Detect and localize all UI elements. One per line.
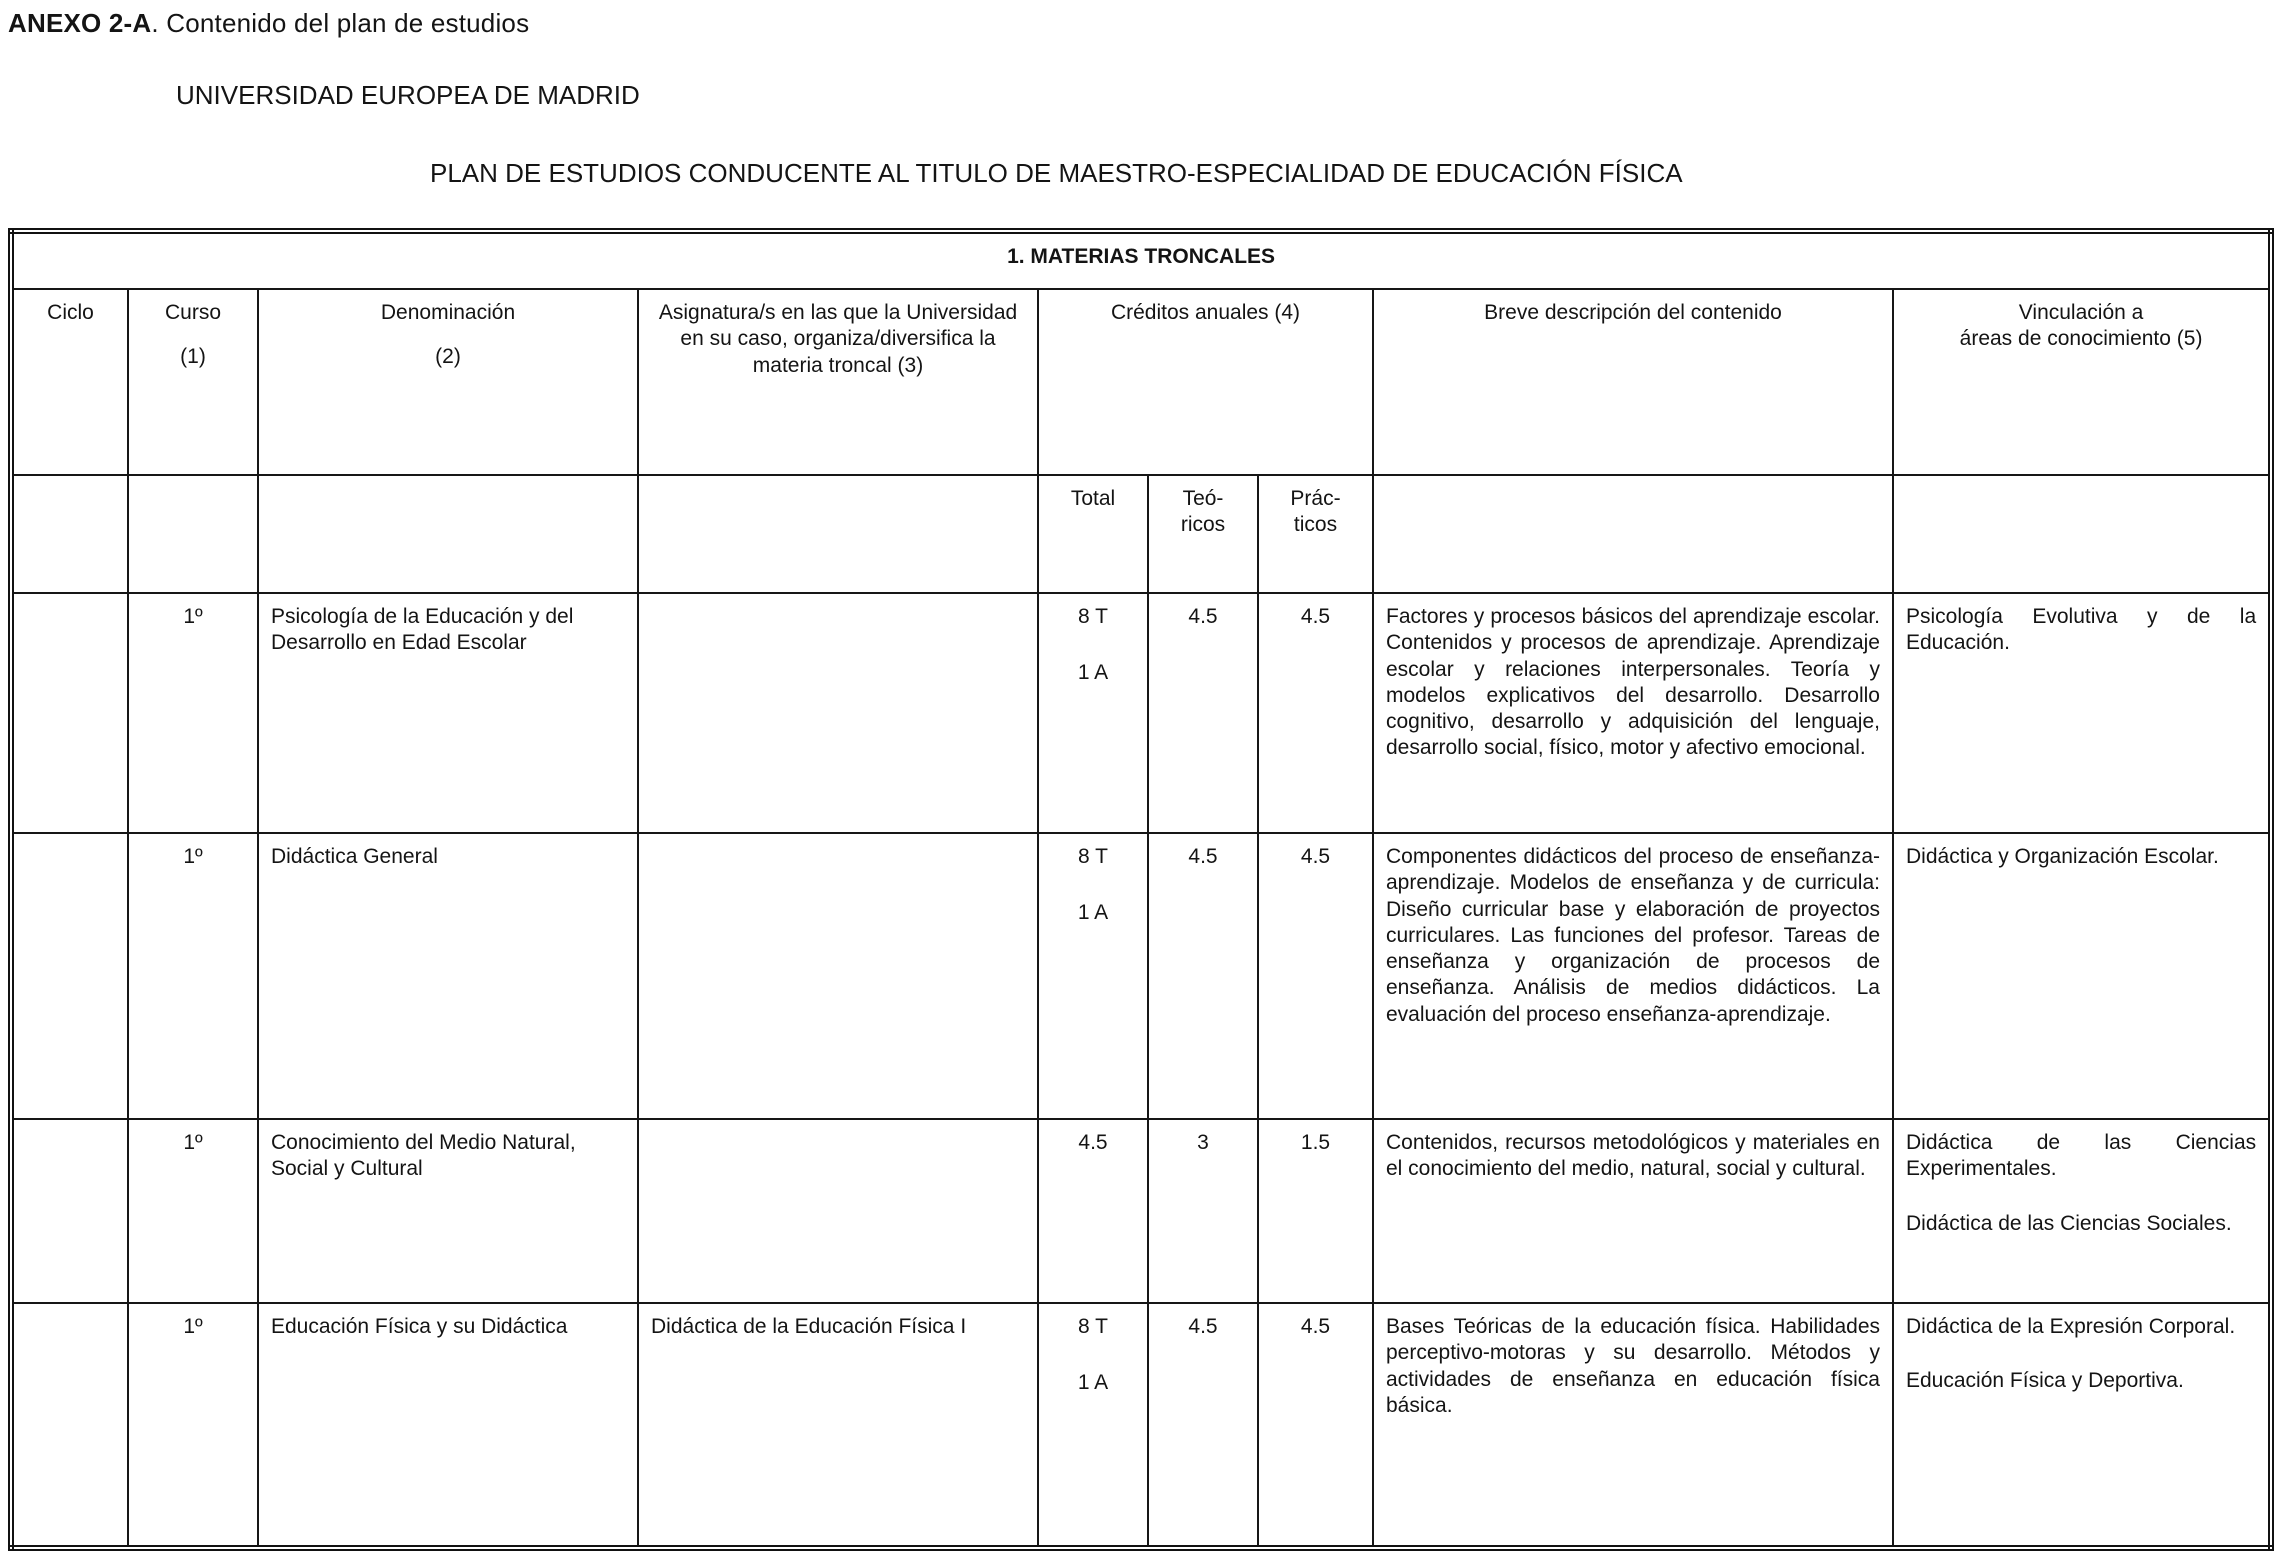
subheader-empty-denominacion <box>258 475 638 593</box>
cell-descripcion: Componentes didácticos del proceso de enseñanza-aprendizaje. Modelos de enseñanza y de curricula: Diseño curricular base y elaboración de proyectos curriculares. Las funciones del profesor. Tareas de enseñanza y organización de procesos de enseñanza. Análisis de medios didácticos. La evaluación del proceso enseñanza-aprendizaje. <box>1373 833 1893 1119</box>
cell-teoricos: 3 <box>1148 1119 1258 1303</box>
header-vinculacion <box>1893 289 2271 475</box>
header-curso-line1: Curso <box>164 301 222 324</box>
cell-vinculacion <box>1893 593 2271 833</box>
cell-asignatura <box>638 833 1038 1119</box>
subheader-empty-descripcion <box>1373 475 1893 593</box>
cell-ciclo <box>11 593 128 833</box>
vinculacion-item: Didáctica de las Ciencias Sociales. <box>1906 1211 2232 1235</box>
cell-ciclo <box>11 833 128 1119</box>
vinculacion-item: Educación Física y Deportiva. <box>1906 1369 2184 1393</box>
plan-title: PLAN DE ESTUDIOS CONDUCENTE AL TITULO DE MAESTRO-ESPECIALIDAD DE EDUCACIÓN FÍSICA <box>430 158 1683 188</box>
table-title-row <box>11 231 2271 289</box>
header-curso-line2: (1) <box>180 345 206 369</box>
header-ciclo: Ciclo <box>11 289 128 475</box>
cell-total <box>1038 833 1148 1119</box>
subheader-teoricos-line1: Teó- <box>1182 487 1224 510</box>
header-curso <box>128 289 258 475</box>
subheader-empty-vinculacion <box>1893 475 2271 593</box>
header-denominacion <box>258 289 638 475</box>
cell-ciclo <box>11 1119 128 1303</box>
cell-denominacion: Psicología de la Educación y del Desarrollo en Edad Escolar <box>258 593 638 833</box>
header-asignatura: Asignatura/s en las que la Universidad en su caso, organiza/diversifica la materia troncal (3) <box>638 289 1038 475</box>
cell-denominacion: Educación Física y su Didáctica <box>258 1303 638 1548</box>
cell-asignatura <box>638 593 1038 833</box>
subheader-practicos-line2: ticos <box>1293 513 1338 537</box>
cell-practicos: 4.5 <box>1258 593 1373 833</box>
cell-curso: 1º <box>128 593 258 833</box>
header-vinculacion-line2: áreas de conocimiento (5) <box>1959 327 2203 351</box>
table-row <box>11 593 2271 833</box>
table-row <box>11 1119 2271 1303</box>
annex-heading <box>8 8 529 39</box>
cell-curso: 1º <box>128 1303 258 1548</box>
table-row <box>11 1303 2271 1548</box>
cell-vinculacion <box>1893 833 2271 1119</box>
header-denominacion-line1: Denominación <box>380 301 516 324</box>
cell-teoricos: 4.5 <box>1148 593 1258 833</box>
header-descripcion: Breve descripción del contenido <box>1373 289 1893 475</box>
vinculacion-item: Psicología Evolutiva y de la Educación. <box>1906 605 2257 655</box>
total-line1: 4.5 <box>1078 1131 1108 1154</box>
cell-teoricos: 4.5 <box>1148 1303 1258 1548</box>
total-line2: 1 A <box>1077 901 1109 925</box>
total-line1: 8 T <box>1078 845 1108 868</box>
cell-vinculacion <box>1893 1119 2271 1303</box>
header-vinculacion-line1: Vinculación a <box>2018 301 2144 324</box>
subheader-teoricos-line2: ricos <box>1180 513 1226 537</box>
cell-total <box>1038 1303 1148 1548</box>
cell-curso: 1º <box>128 1119 258 1303</box>
annex-subtitle: . Contenido del plan de estudios <box>151 8 530 38</box>
cell-practicos: 4.5 <box>1258 833 1373 1119</box>
subheader-practicos <box>1258 475 1373 593</box>
subheader-empty-ciclo <box>11 475 128 593</box>
total-line2: 1 A <box>1077 661 1109 685</box>
subheader-total: Total <box>1038 475 1148 593</box>
cell-descripcion: Bases Teóricas de la educación física. Habilidades perceptivo-motoras y su desarrollo. Métodos y actividades de enseñanza en educación física básica. <box>1373 1303 1893 1548</box>
vinculacion-item: Didáctica de la Expresión Corporal. <box>1906 1315 2236 1338</box>
cell-practicos: 1.5 <box>1258 1119 1373 1303</box>
cell-denominacion: Conocimiento del Medio Natural, Social y Cultural <box>258 1119 638 1303</box>
cell-total <box>1038 593 1148 833</box>
table-subheader-row <box>11 475 2271 593</box>
total-line1: 8 T <box>1078 1315 1108 1338</box>
cell-total <box>1038 1119 1148 1303</box>
header-denominacion-line2: (2) <box>435 345 461 369</box>
cell-ciclo <box>11 1303 128 1548</box>
table-title: 1. MATERIAS TRONCALES <box>11 231 2271 289</box>
vinculacion-item: Didáctica y Organización Escolar. <box>1906 845 2219 868</box>
cell-vinculacion <box>1893 1303 2271 1548</box>
total-line1: 8 T <box>1078 605 1108 628</box>
cell-asignatura: Didáctica de la Educación Física I <box>638 1303 1038 1548</box>
subheader-empty-curso <box>128 475 258 593</box>
cell-curso: 1º <box>128 833 258 1119</box>
subheader-empty-asignatura <box>638 475 1038 593</box>
cell-practicos: 4.5 <box>1258 1303 1373 1548</box>
cell-asignatura <box>638 1119 1038 1303</box>
subheader-teoricos <box>1148 475 1258 593</box>
university-name: UNIVERSIDAD EUROPEA DE MADRID <box>176 80 640 110</box>
table-header-row <box>11 289 2271 475</box>
cell-denominacion: Didáctica General <box>258 833 638 1119</box>
cell-descripcion: Contenidos, recursos metodológicos y materiales en el conocimiento del medio, natural, social y cultural. <box>1373 1119 1893 1303</box>
annex-label: ANEXO 2-A <box>8 8 152 38</box>
cell-descripcion: Factores y procesos básicos del aprendizaje escolar. Contenidos y procesos de aprendizaje. Aprendizaje escolar y relaciones interpersonales. Teoría y modelos explicativos del desarrollo. Desarrollo cognitivo, desarrollo y adquisición del lenguaje, desarrollo social, físico, motor y afectivo emocional. <box>1373 593 1893 833</box>
cell-teoricos: 4.5 <box>1148 833 1258 1119</box>
curriculum-table <box>8 228 2274 1551</box>
header-creditos: Créditos anuales (4) <box>1038 289 1373 475</box>
table-row <box>11 833 2271 1119</box>
vinculacion-item: Didáctica de las Ciencias Experimentales. <box>1906 1131 2257 1181</box>
total-line2: 1 A <box>1077 1371 1109 1395</box>
subheader-practicos-line1: Prác- <box>1290 487 1341 510</box>
